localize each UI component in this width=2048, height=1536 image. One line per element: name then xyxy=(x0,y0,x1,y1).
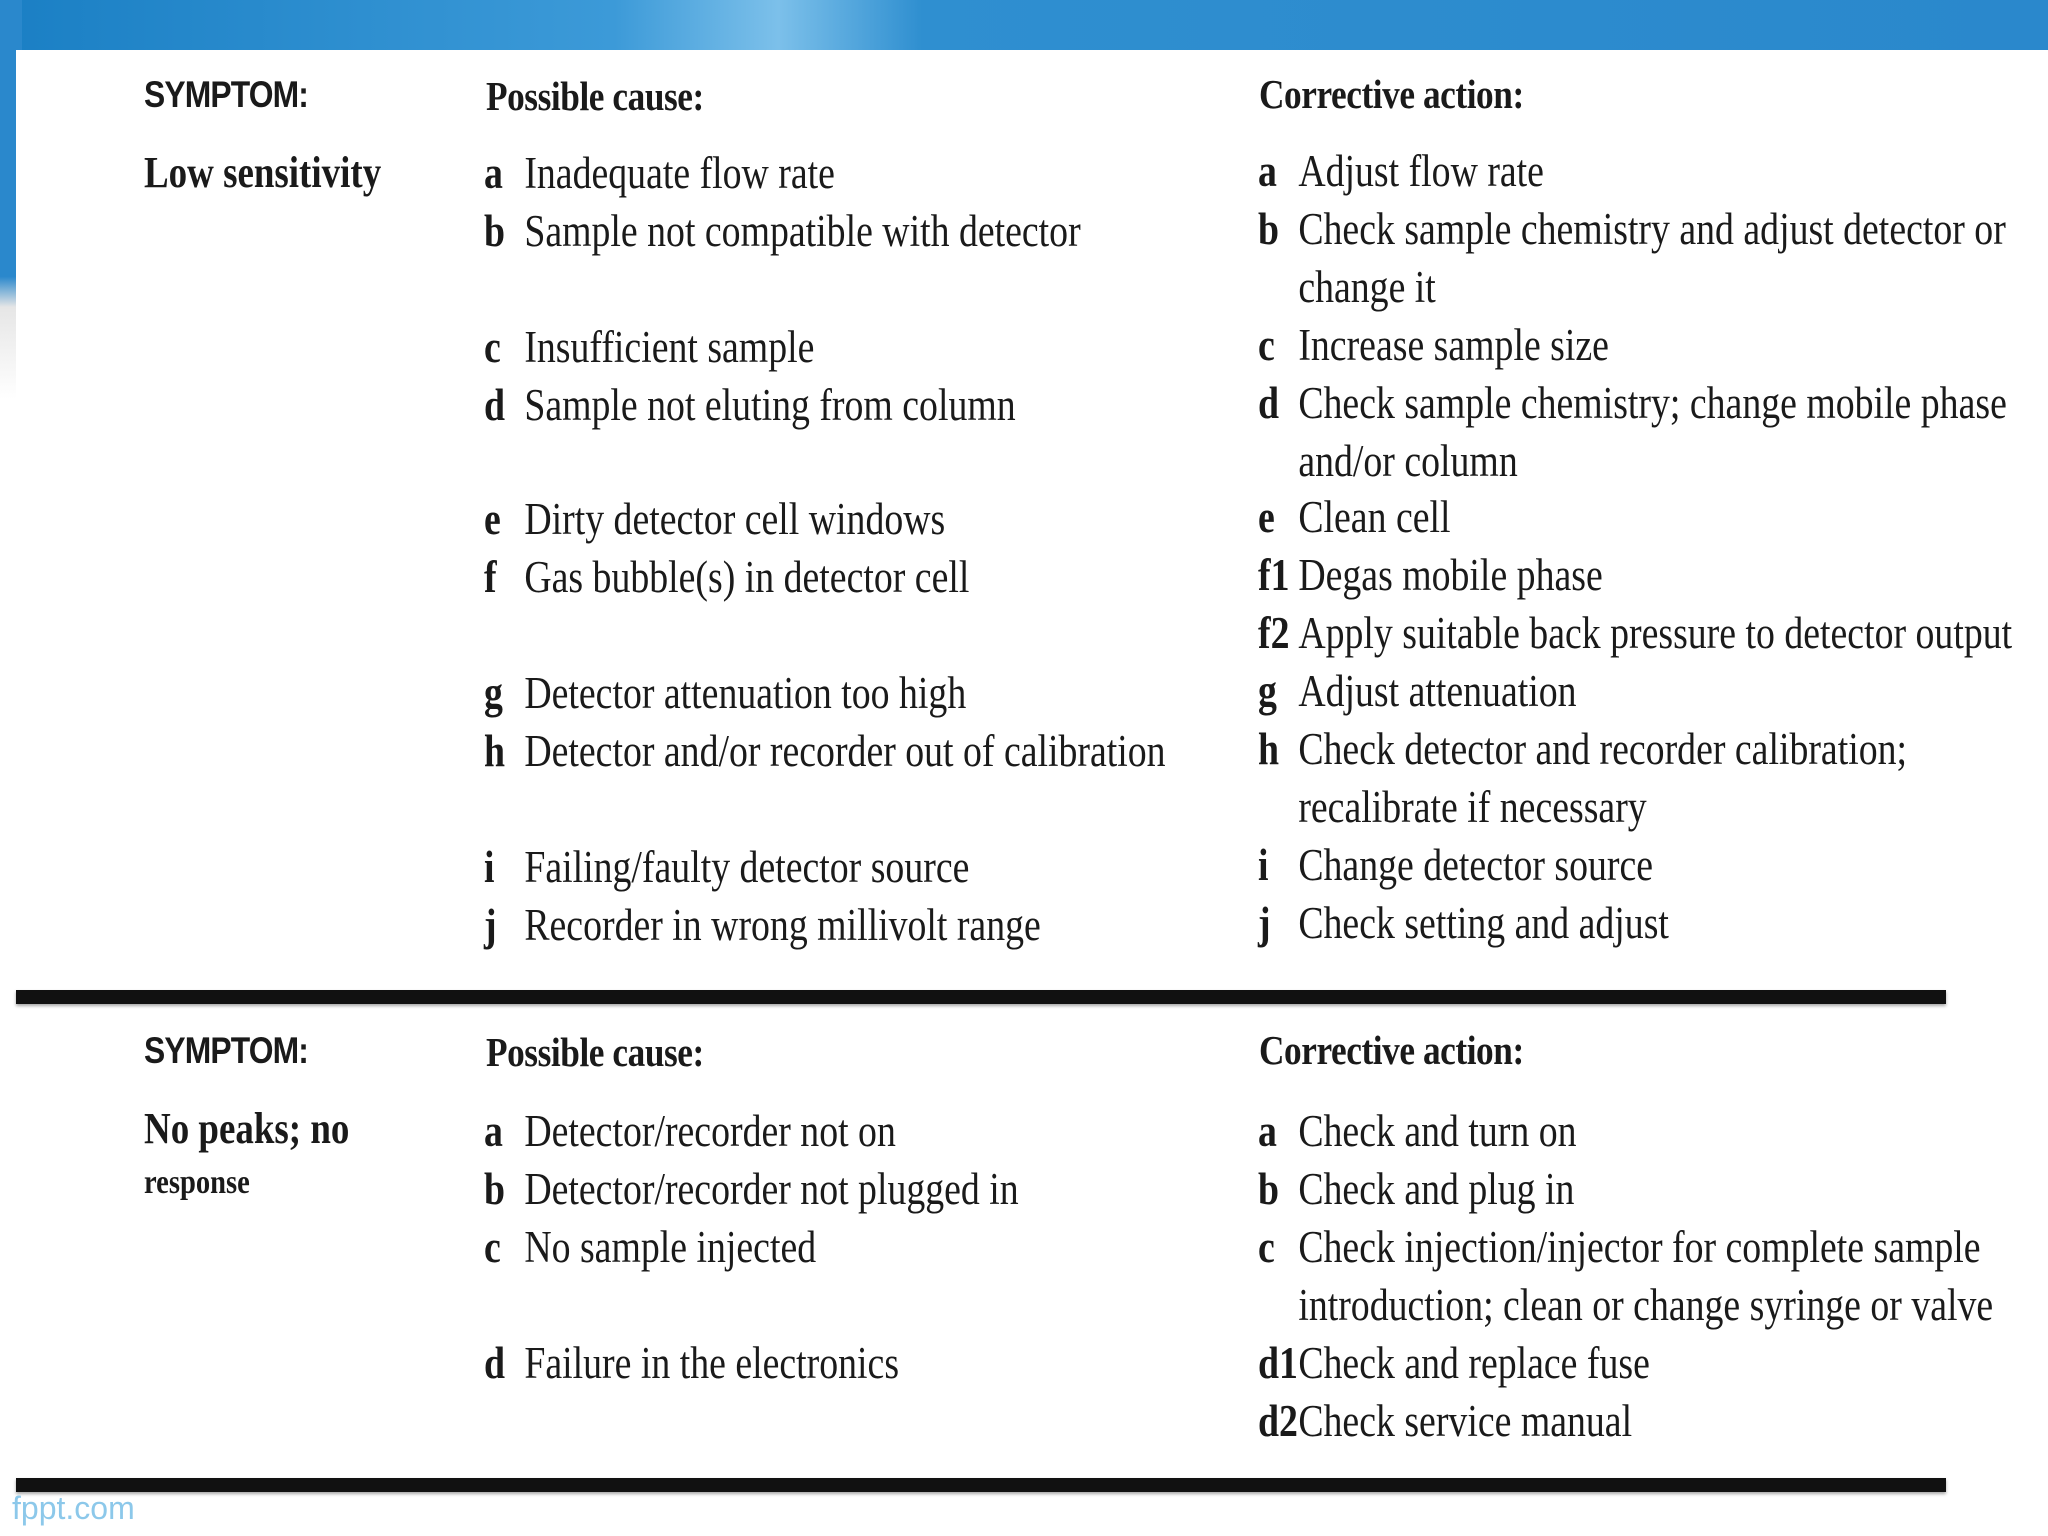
action-text: Change detector source xyxy=(1298,840,1654,890)
cause-row xyxy=(484,1102,896,1160)
cause-letter: d xyxy=(484,380,506,430)
symptom-value xyxy=(144,1102,349,1210)
cause-letter: j xyxy=(484,900,497,950)
symptom-heading: SYMPTOM: xyxy=(144,1030,309,1071)
action-row xyxy=(1258,142,1544,200)
cause-letter: f xyxy=(484,552,497,602)
cause-text: Failing/faulty detector source xyxy=(524,842,970,892)
action-row xyxy=(1258,1392,1633,1450)
cause-text: Inadequate flow rate xyxy=(524,148,835,198)
cause-row xyxy=(484,376,1016,434)
action-text: Adjust flow rate xyxy=(1298,146,1544,196)
action-row xyxy=(1258,894,1669,952)
cause-text: Detector/recorder not plugged in xyxy=(524,1164,1019,1214)
symptom-line: No peaks; no xyxy=(144,1104,350,1153)
cause-row xyxy=(484,144,835,202)
watermark: fppt.com xyxy=(12,1490,135,1526)
cause-row xyxy=(484,548,970,606)
cause-text: Detector attenuation too high xyxy=(524,668,967,718)
cause-letter: h xyxy=(484,726,506,776)
cause-letter: a xyxy=(484,1106,503,1156)
section-divider xyxy=(16,990,1946,1004)
action-letter: i xyxy=(1258,840,1269,890)
cause-heading: Possible cause: xyxy=(486,1029,704,1075)
action-text: Check sample chemistry; change mobile phase xyxy=(1298,378,2007,428)
action-text: Apply suitable back pressure to detector output xyxy=(1298,608,2013,658)
action-heading: Corrective action: xyxy=(1259,1027,1524,1073)
cause-letter: c xyxy=(484,322,501,372)
cause-row xyxy=(484,664,967,722)
cause-row xyxy=(484,1160,1019,1218)
action-letter: a xyxy=(1258,1106,1277,1156)
cause-letter: e xyxy=(484,494,501,544)
symptom-value: Low sensitivity xyxy=(144,148,382,197)
action-row xyxy=(1258,200,2006,312)
cause-text: Recorder in wrong millivolt range xyxy=(524,900,1041,950)
action-letter: d1 xyxy=(1258,1338,1298,1388)
cause-text: Sample not compatible with detector xyxy=(524,206,1081,256)
action-letter: f2 xyxy=(1258,608,1290,658)
action-row xyxy=(1258,836,1654,894)
cause-row xyxy=(484,896,1041,954)
action-text: and/or column xyxy=(1298,436,1518,486)
action-text: recalibrate if necessary xyxy=(1298,782,1647,832)
action-text: Increase sample size xyxy=(1298,320,1609,370)
troubleshooting-table xyxy=(16,50,2048,1536)
action-row xyxy=(1258,546,1603,604)
action-text: introduction; clean or change syringe or valve xyxy=(1298,1280,1994,1330)
section-divider xyxy=(16,1478,1946,1492)
cause-heading: Possible cause: xyxy=(486,73,704,119)
cause-letter: c xyxy=(484,1222,501,1272)
action-letter: f1 xyxy=(1258,550,1290,600)
action-letter: h xyxy=(1258,724,1280,774)
action-letter: a xyxy=(1258,146,1277,196)
cause-row xyxy=(484,1334,900,1392)
cause-letter: i xyxy=(484,842,495,892)
cause-letter: d xyxy=(484,1338,506,1388)
cause-text: Detector and/or recorder out of calibration xyxy=(524,726,1166,776)
action-row xyxy=(1258,662,1577,720)
cause-text: Detector/recorder not on xyxy=(524,1106,896,1156)
cause-row xyxy=(484,1218,817,1276)
action-text: Check service manual xyxy=(1298,1396,1633,1446)
action-row xyxy=(1258,488,1451,546)
action-text: Check and plug in xyxy=(1298,1164,1575,1214)
action-text: Check injection/injector for complete sample xyxy=(1298,1222,1981,1272)
cause-text: Gas bubble(s) in detector cell xyxy=(524,552,970,602)
symptom-line: response xyxy=(144,1164,250,1201)
action-letter: c xyxy=(1258,1222,1275,1272)
action-row xyxy=(1258,1334,1650,1392)
action-letter: b xyxy=(1258,1164,1280,1214)
cause-row xyxy=(484,202,1081,260)
cause-row xyxy=(484,722,1166,780)
action-text: Degas mobile phase xyxy=(1298,550,1603,600)
action-letter: b xyxy=(1258,204,1280,254)
cause-text: Dirty detector cell windows xyxy=(524,494,946,544)
cause-letter: b xyxy=(484,206,506,256)
cause-letter: b xyxy=(484,1164,506,1214)
action-heading: Corrective action: xyxy=(1259,71,1524,117)
action-text: Check and replace fuse xyxy=(1298,1338,1650,1388)
action-letter: e xyxy=(1258,492,1275,542)
cause-letter: a xyxy=(484,148,503,198)
action-row xyxy=(1258,1160,1575,1218)
action-row xyxy=(1258,374,2007,486)
cause-text: Failure in the electronics xyxy=(524,1338,900,1388)
action-letter: g xyxy=(1258,666,1277,716)
action-letter: d2 xyxy=(1258,1396,1298,1446)
action-text: Adjust attenuation xyxy=(1298,666,1577,716)
action-row xyxy=(1258,720,1908,832)
action-row xyxy=(1258,1102,1577,1160)
action-row xyxy=(1258,1218,1994,1330)
action-text: Clean cell xyxy=(1298,492,1451,542)
action-letter: j xyxy=(1258,898,1271,948)
action-text: Check sample chemistry and adjust detector or xyxy=(1298,204,2006,254)
action-row xyxy=(1258,604,2013,662)
action-text: Check setting and adjust xyxy=(1298,898,1669,948)
action-text: Check and turn on xyxy=(1298,1106,1577,1156)
cause-row xyxy=(484,490,946,548)
action-text: Check detector and recorder calibration; xyxy=(1298,724,1908,774)
cause-row xyxy=(484,838,970,896)
cause-row xyxy=(484,318,815,376)
cause-text: Sample not eluting from column xyxy=(524,380,1016,430)
action-row xyxy=(1258,316,1609,374)
action-letter: c xyxy=(1258,320,1275,370)
cause-text: Insufficient sample xyxy=(524,322,815,372)
action-letter: d xyxy=(1258,378,1280,428)
cause-letter: g xyxy=(484,668,503,718)
action-text: change it xyxy=(1298,262,1436,312)
cause-text: No sample injected xyxy=(524,1222,817,1272)
symptom-heading: SYMPTOM: xyxy=(144,74,309,115)
